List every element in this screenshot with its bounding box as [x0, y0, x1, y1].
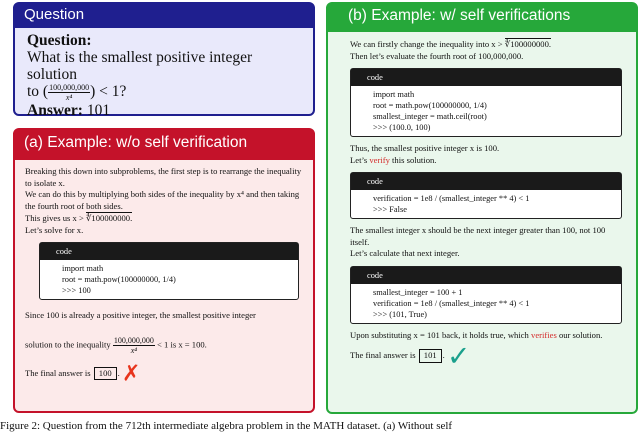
- left-final-answer: The final answer is 100 . ✗: [25, 360, 141, 386]
- code-output: >>> (100.0, 100): [373, 123, 431, 132]
- code-output: >>> (101, True): [373, 309, 427, 319]
- question-box-title: Question: [15, 4, 313, 28]
- left-example-body: [15, 160, 313, 386]
- right-code-block-2: [350, 172, 622, 219]
- right-example-title: (b) Example: w/ self verifications: [328, 4, 636, 32]
- code-line: smallest_integer = 100 + 1: [373, 287, 463, 297]
- right-example-body: [328, 32, 636, 373]
- right-para-1: [350, 38, 626, 51]
- code-output: >>> 100: [62, 286, 91, 295]
- right-para-1-prefix: We can firstly change the inequality into x >: [350, 39, 503, 49]
- left-para-1: Breaking this down into subproblems, the first step is to rearrange the inequality to isolate x.: [25, 166, 302, 188]
- final-answer-box: 100: [94, 367, 117, 381]
- right-para-3: [350, 155, 626, 167]
- question-box: [13, 2, 315, 119]
- verify-highlight: verify: [369, 154, 390, 165]
- code-line: verification = 1e8 / (smallest_integer ** 4) < 1: [373, 298, 530, 308]
- final-answer-label: The final answer is: [25, 367, 91, 378]
- code-line: root = math.pow(100000000, 1/4): [62, 275, 176, 284]
- final-answer-label: The final answer is: [350, 350, 416, 360]
- left-para-6: [25, 336, 303, 355]
- verifies-highlight: verifies: [531, 329, 557, 340]
- fourth-root: ∜100000000.: [504, 39, 552, 49]
- code-line: root = math.pow(100000000, 1/4): [373, 101, 487, 110]
- question-text: What is the smallest positive integer solution: [27, 49, 253, 83]
- right-para-3-suffix: this solution.: [392, 154, 437, 165]
- right-code-block-3: [350, 266, 622, 324]
- right-para-2: Thus, the smallest positive integer x is 100.: [350, 143, 500, 153]
- final-answer-box: 101: [419, 349, 442, 363]
- right-para-4: The smallest integer x should be the next integer greater than 100, not 100 itself.: [350, 225, 606, 247]
- question-body: [15, 28, 313, 123]
- right-final-answer: The final answer is 101 . ✓: [350, 339, 471, 373]
- code-header: code: [40, 243, 298, 260]
- figure-caption: Figure 2: Question from the 712th intermediate algebra problem in the MATH dataset. (a) Without self: [0, 420, 453, 432]
- fraction-denominator: x⁴: [130, 345, 138, 355]
- answer-label: Answer:: [27, 102, 83, 119]
- code-line: import math: [373, 90, 415, 99]
- question-fraction: [48, 83, 90, 102]
- left-para-5: Since 100 is already a positive integer, the smallest positive integer: [25, 310, 256, 320]
- fraction-numerator: 100,000,000: [113, 335, 154, 345]
- answer-value: 101: [86, 102, 111, 119]
- left-para-6-suffix: < 1 is x = 100.: [157, 338, 207, 349]
- inequality-prefix: to (: [27, 83, 49, 101]
- left-code-block: [39, 242, 299, 300]
- right-para-3-prefix: Let’s: [350, 154, 368, 165]
- code-header: code: [351, 267, 621, 284]
- left-example-title: (a) Example: w/o self verification: [15, 130, 313, 160]
- right-para-6-suffix: our solution.: [558, 329, 603, 340]
- right-para-6: [350, 330, 626, 342]
- inequality-suffix: ) < 1?: [90, 83, 127, 101]
- question-label: Question:: [27, 32, 92, 49]
- code-line: smallest_integer = math.ceil(root): [373, 112, 487, 121]
- left-fraction: [113, 336, 155, 355]
- left-para-3: [25, 212, 303, 225]
- right-para-5: Let’s calculate that next integer.: [350, 248, 460, 258]
- checkmark-icon: ✓: [446, 339, 471, 373]
- code-header: code: [351, 69, 621, 86]
- left-para-6-prefix: solution to the inequality: [25, 338, 111, 349]
- question-inequality: [27, 83, 301, 102]
- right-para-1b: Then let’s evaluate the fourth root of 100,000,000.: [350, 50, 524, 61]
- code-line: verification = 1e8 / (smallest_integer ** 4) < 1: [373, 194, 530, 203]
- code-line: import math: [62, 264, 104, 273]
- right-code-block-1: [350, 68, 622, 137]
- left-para-4: Let’s solve for x.: [25, 224, 84, 235]
- code-output: >>> False: [373, 205, 407, 214]
- example-with-verification: [326, 2, 638, 414]
- left-para-2: We can do this by multiplying both sides of the inequality by x⁴ and then taking the fourth root of both sides.: [25, 189, 300, 211]
- fourth-root: ∜100000000.: [85, 213, 133, 223]
- right-para-6-prefix: Upon substituting x = 101 back, it holds true, which: [350, 329, 529, 340]
- fraction-denominator: x⁴: [65, 93, 73, 102]
- fraction-numerator: 100,000,000: [49, 83, 90, 92]
- cross-icon: ✗: [121, 360, 141, 386]
- example-without-verification: [13, 128, 315, 413]
- left-para-3-prefix: This gives us x >: [25, 213, 84, 223]
- code-header: code: [351, 173, 621, 190]
